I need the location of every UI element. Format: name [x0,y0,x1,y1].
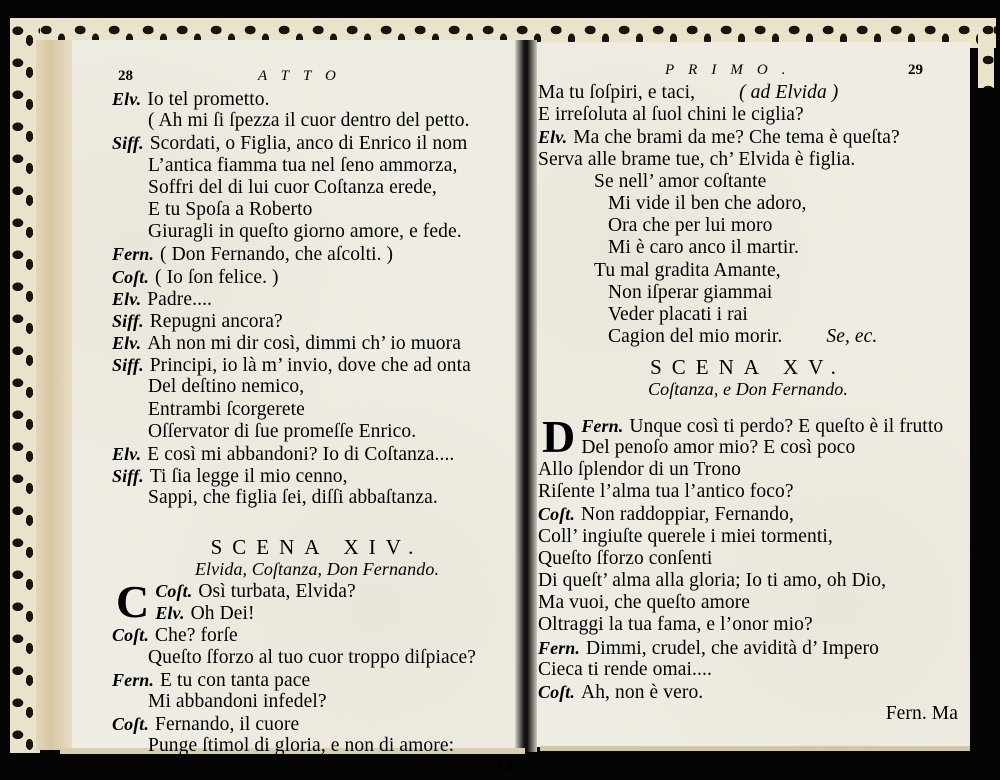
verse-text: Di queſt’ alma alla gloria; Io ti amo, oh Dio, [538,569,887,591]
speaker-label: Elv. [155,603,185,624]
scene-persons: Coſtanza, e Don Fernando. [648,379,848,400]
speaker-label: Siff. [112,310,144,331]
verse-line [112,487,522,509]
verse-line [538,326,958,348]
verse-line [112,735,522,757]
verse-line [112,266,522,288]
verse-line [112,647,522,669]
scene-persons: Elvida, Coſtanza, Don Fernando. [194,558,440,579]
verse-text: ( Don Fernando, che aſcolti. ) [160,244,394,266]
verse-text: L’antica fiamma tua nel ſeno ammorza, [148,154,458,176]
verse-text: Ma vuoi, che queſto amore [538,592,751,614]
catchword: Ma [495,757,522,779]
verse-line [538,104,958,126]
verse-line [538,415,958,437]
speaker-label: Coſt. [112,625,150,646]
verse-text: Oh Dei! [190,603,255,625]
verse-text: Dimmi, crudel, che avidità d’ Impero [586,637,879,659]
verse-text: Cagion del mio morir. [608,326,783,348]
verse-line [538,681,958,703]
verse-line [538,260,958,282]
verse-line [112,332,522,354]
verse-line [112,88,522,110]
verse-text: Queſto ſforzo conſenti [538,547,713,569]
scene-title: SCENA XV. [650,355,846,380]
verse-line [112,669,522,691]
verse-line [112,354,522,376]
verse-text: Mi abbandoni infedel? [148,690,327,712]
verse-line [112,221,522,243]
verse-line [112,155,522,177]
speaker-label: Elv. [112,333,142,354]
verse-text: Principi, io là m’ invio, dove che ad onta [149,355,471,377]
speaker-label: Elv. [538,127,568,148]
speaker-label: Siff. [112,355,144,376]
speaker-label: Siff. [112,133,144,154]
verse-line [538,171,958,193]
speaker-label: Fern. [112,244,155,265]
verse-line [538,459,958,481]
verse-line [112,624,522,646]
verse-text: Unque così ti perdo? E queſto è il frutto [629,415,944,437]
verse-text: Ah non mi dir così, dimmi ch’ io muora [147,333,462,355]
verse-line [112,443,522,465]
right-folio: 29 [908,62,923,78]
verse-line [538,437,958,459]
verse-text: Mi è caro anco il martir. [608,237,799,259]
verse-text: Non raddoppiar, Fernando, [581,504,794,526]
verse-text: Del deſtino nemico, [148,376,305,398]
speaker-label: Elv. [112,89,142,109]
verse-text: E tu Spoſa a Roberto [148,198,313,220]
verse-line [112,376,522,398]
verse-line [538,526,958,548]
verse-line [538,282,958,304]
speaker-label: Fern. [538,637,581,658]
speaker-label: Coſt. [155,580,193,601]
verse-text: Ti ſia legge il mio cenno, [149,466,348,488]
verse-line [112,465,522,487]
verse-line [538,570,958,592]
verse-line [112,310,522,332]
right-running-head: PRIMO. [665,62,800,78]
drop-capital: D [542,410,576,462]
verse-text: Cieca ti rende omai.... [538,658,712,680]
speaker-label: Fern. [581,415,624,436]
verse-text: Oſſervator di ſue promeſſe Enrico. [148,420,417,442]
verse-text: Sappi, che figlia ſei, diſſi abbaſtanza. [148,487,438,509]
verse-line [112,421,522,443]
verse-text: Soffri del di lui cuor Coſtanza erede, [148,176,437,198]
stage-direction: Se, ec. [826,326,878,348]
verse-line [538,193,958,215]
verse-line [538,548,958,570]
verse-text: Se nell’ amor coſtante [594,170,767,192]
verse-text: Io tel prometto. [147,89,270,110]
verse-text: Punge ſtimol di gloria, e non di amore: [148,735,455,757]
verse-text: Osì turbata, Elvida? [198,580,356,602]
verse-text: Repugni ancora? [149,310,283,332]
verse-text: Ah, non è vero. [581,681,704,703]
verse-line [538,82,958,104]
verse-text: E così mi abbandoni? Io di Coſtanza.... [147,444,455,465]
drop-capital: C [116,575,150,627]
verse-text: Giuragli in queſto giorno amore, e fede. [148,221,462,243]
verse-line [538,481,958,503]
verse-line [538,503,958,525]
scene-title: SCENA XIV. [210,534,424,559]
verse-text: E irreſoluta al ſuol chini le ciglia? [538,104,804,126]
verse-line [538,237,958,259]
speaker-label: Coſt. [112,266,150,287]
verse-text: ( Ah mi ſi ſpezza il cuor dentro del petto. [148,110,470,132]
speaker-label: Elv. [112,288,142,309]
verse-line [112,132,522,154]
verse-line [112,602,522,624]
verse-text: Oltraggi la tua fama, e l’onor mio? [538,614,813,636]
stage-direction: ( ad Elvida ) [739,82,839,103]
verse-text: Del penoſo amor mio? E così poco [581,436,856,458]
speaker-label: Fern. [112,669,155,690]
verse-text: Serva alle brame tue, ch’ Elvida è figlia. [538,148,856,170]
verse-text: Tu mal gradita Amante, [594,259,781,281]
left-folio: 28 [118,68,133,84]
verse-text: ( Io ſon felice. ) [155,266,279,288]
verse-text: E tu con tanta pace [160,669,311,691]
verse-line [112,399,522,421]
verse-line [112,713,522,735]
verse-text: Che? forſe [155,625,238,647]
verse-line [112,288,522,310]
speaker-label: Elv. [112,444,142,464]
verse-text: Ora che per lui moro [608,215,773,237]
verse-line [538,614,958,636]
verse-text: Veder placati i rai [608,303,748,325]
verse-line [112,691,522,713]
right-page-text [538,82,958,725]
verse-line [112,199,522,221]
verse-text: Mi vide il ben che adoro, [608,192,807,214]
verse-line [112,580,522,602]
verse-line [538,149,958,171]
verse-line [538,637,958,659]
left-running-head: ATTO [258,68,350,84]
speaker-label: Coſt. [538,504,576,525]
catchword: Fern. Ma [885,703,958,725]
verse-line [112,243,522,265]
speaker-label: Siff. [112,466,144,487]
verse-text: Padre.... [147,288,213,310]
verse-text: Queſto ſforzo al tuo cuor troppo diſpiace? [148,646,477,668]
verse-line [538,126,958,148]
verse-line [538,215,958,237]
verse-line [538,304,958,326]
marbled-endpaper-right [978,18,994,88]
verse-text: Ma che brami da me? Che tema è queſta? [573,127,900,149]
verse-text: Allo ſplendor di un Trono [538,459,741,481]
verse-line [112,110,522,132]
verse-text: Fernando, il cuore [155,714,300,736]
verse-line [538,659,958,681]
verse-text: Coll’ ingiuſte querele i miei tormenti, [538,525,833,547]
verse-line [538,592,958,614]
verse-text: Riſente l’alma tua l’antico foco? [538,481,794,503]
page-bottom-edge-right [540,746,970,751]
spacer [112,510,522,536]
verse-line [112,177,522,199]
verse-text: Ma tu ſoſpiri, e taci, [538,82,696,103]
verse-text: Entrambi ſcorgerete [148,398,305,420]
verse-text: Non iſperar giammai [608,281,773,303]
verse-text: Scordati, o Figlia, anco di Enrico il nom [149,133,468,155]
speaker-label: Coſt. [538,681,576,702]
speaker-label: Coſt. [112,714,150,735]
left-page-text [112,88,522,780]
